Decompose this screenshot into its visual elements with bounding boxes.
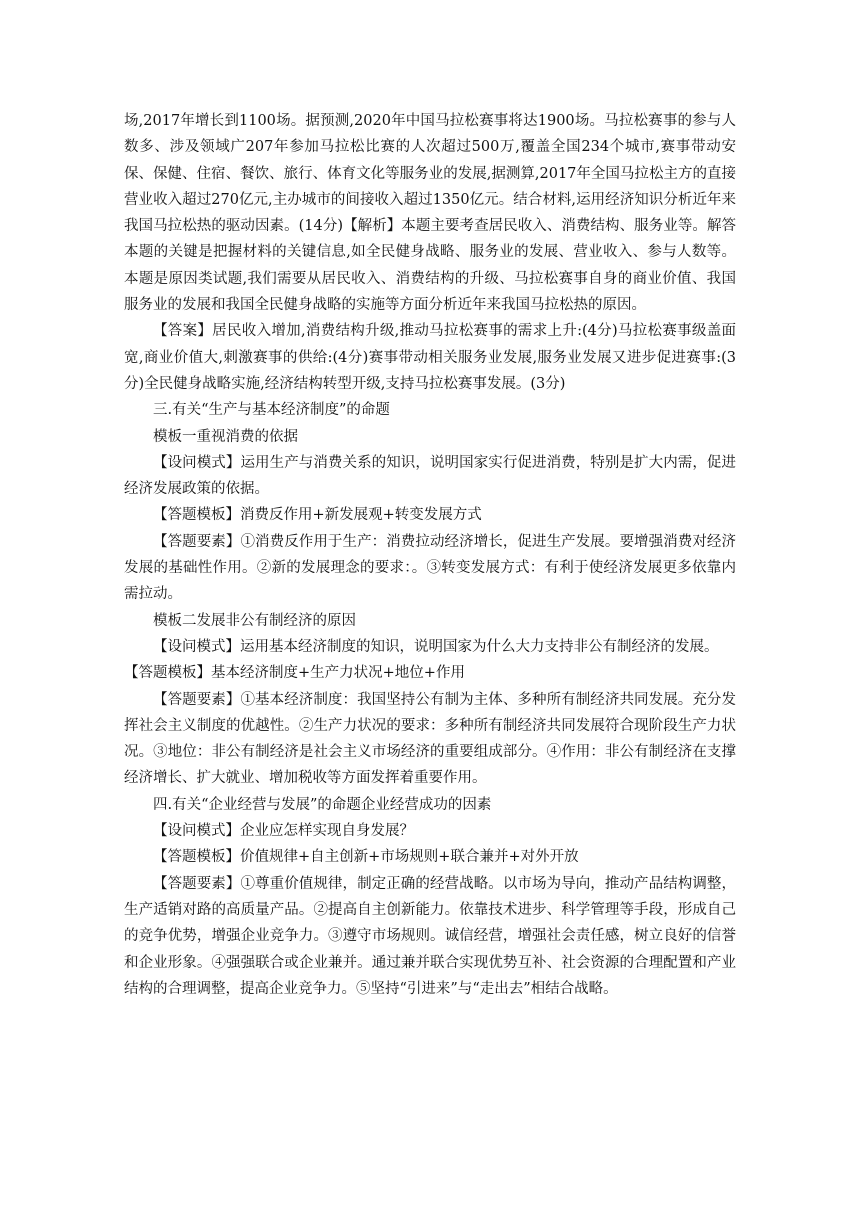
document-body — [124, 108, 736, 1002]
section-heading-3: 三.有关“生产与基本经济制度”的命题 — [153, 402, 390, 419]
answer-template-1: 【答题模板】消费反作用+新发展观+转变发展方式 — [153, 507, 482, 524]
answer-template-3: 【答题模板】价值规律+自主创新+市场规则+联合兼并+对外开放 — [153, 849, 579, 866]
answer-elements-2: 【答题要素】①基本经济制度：我国坚持公有制为主体、多种所有制经济共同发展。充分发挥社会主义制度的优越性。②生产力状况的要求：多种所有制经济共同发展符合现阶段生产力状况。③地位：非公有制经济是社会主义市场经济的重要组成部分。④作用：非公有制经济在支撑经济增长、扩大就业、增加税收等方面发挥着重要作用。 — [124, 691, 736, 787]
answer-template-2: 【答题模板】基本经济制度+生产力状况+地位+作用 — [124, 665, 465, 682]
paragraph-answer: 【答案】居民收入增加,消费结构升级,推动马拉松赛事的需求上升:(4分)马拉松赛事级盖面宽,商业价值大,刺激赛事的供给:(4分)赛事带动相关服务业发展,服务业发展又进步促进赛事:(3分)全民健身战略实施,经济结构转型开级,支持马拉松赛事发展。(3分) — [124, 323, 736, 392]
answer-elements-1: 【答题要素】①消费反作用于生产：消费拉动经济增长，促进生产发展。要增强消费对经济发展的基础性作用。②新的发展理念的要求：。③转变发展方式：有利于使经济发展更多依靠内需拉动。 — [124, 533, 736, 603]
question-pattern-1: 【设问模式】运用生产与消费关系的知识，说明国家实行促进消费，特别是扩大内需，促进经济发展政策的依据。 — [124, 454, 736, 498]
paragraph-marathon-material: 场,2017年增长到1100场。据预测,2020年中国马拉松赛事将达1900场。马拉松赛事的参与人数多、涉及领域广207年参加马拉松比赛的人次超过500万,覆盖全国234个城市,赛事带动安保、保健、住宿、餐饮、旅行、体育文化等服务业的发展,据测算,2017年全国马拉松主方的直接营业收入超过270亿元,主办城市的间接收入超过1350亿元。结合材料,运用经济知识分析近年来我国马拉松热的驱动因素。(14分)【解析】本题主要考查居民收入、消费结构、服务业等。解答本题的关键是把握材料的关键信息,如全民健身战略、服务业的发展、营业收入、参与人数等。本题是原因类试题,我们需要从居民收入、消费结构的升级、马拉松赛事自身的商业价值、我国服务业的发展和我国全民健身战略的实施等方面分析近年来我国马拉松热的原因。 — [124, 113, 736, 314]
template-2-heading: 模板二发展非公有制经济的原因 — [153, 612, 356, 629]
section-heading-4: 四.有关“企业经营与发展”的命题企业经营成功的因素 — [153, 796, 492, 813]
question-pattern-3: 【设问模式】企业应怎样实现自身发展？ — [153, 823, 414, 840]
question-pattern-2: 【设问模式】运用基本经济制度的知识，说明国家为什么大力支持非公有制经济的发展。 — [153, 638, 719, 655]
template-1-heading: 模板一重视消费的依据 — [153, 428, 298, 445]
answer-elements-3: 【答题要素】①尊重价值规律，制定正确的经营战略。以市场为导向，推动产品结构调整，生产适销对路的高质量产品。②提高自主创新能力。依靠技术进步、科学管理等手段，形成自己的竞争优势，增强企业竞争力。③遵守市场规则。诚信经营，增强社会责任感，树立良好的信誉和企业形象。④强强联合或企业兼并。通过兼并联合实现优势互补、社会资源的合理配置和产业结构的合理调整，提高企业竞争力。⑤坚持“引进来”与“走出去”相结合战略。 — [124, 875, 736, 997]
